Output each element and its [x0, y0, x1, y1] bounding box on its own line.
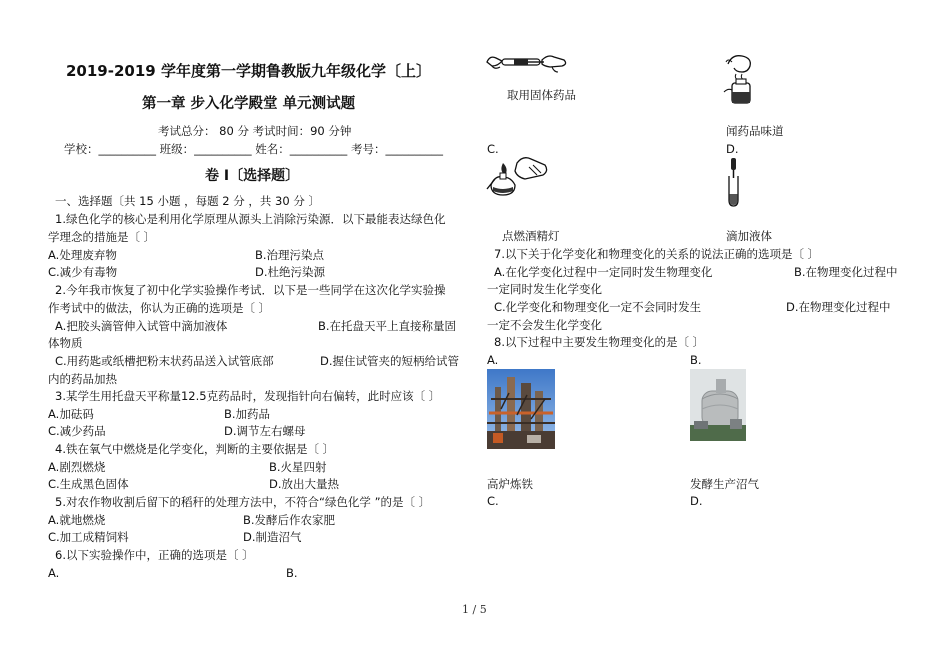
question-5-option-c[interactable]: C.加工成精饲料 — [48, 530, 129, 544]
section-instructions: 一、选择题〔共 15 小题 ，每题 2 分 ，共 30 分 〕 — [55, 194, 320, 208]
question-7-option-d-cont: 一定不会发生化学变化 — [487, 318, 602, 332]
question-6-caption-d: 滴加液体 — [726, 229, 772, 243]
question-6-option-a[interactable]: A. — [48, 566, 60, 580]
smelling-drug-illustration — [722, 50, 758, 108]
question-2-option-b[interactable]: B.在托盘天平上直接称量固 — [318, 319, 457, 333]
question-8-option-a[interactable]: A. — [487, 353, 499, 367]
question-1-option-d[interactable]: D.杜绝污染源 — [255, 265, 326, 279]
question-7-option-b[interactable]: B.在物理变化过程中 — [794, 265, 898, 279]
question-2-stem: 2.今年我市恢复了初中化学实验操作考试．以下是一些同学在这次化学实验操 — [55, 283, 446, 297]
biogas-digester-photo — [690, 369, 746, 441]
question-4-stem: 4.铁在氧气中燃烧是化学变化，判断的主要依据是〔 〕 — [55, 442, 335, 456]
question-3-option-a[interactable]: A.加砝码 — [48, 407, 94, 421]
dropping-liquid-illustration — [722, 156, 746, 208]
question-4-option-b[interactable]: B.火星四射 — [269, 460, 327, 474]
question-5-option-d[interactable]: D.制造沼气 — [243, 530, 302, 544]
question-6-stem: 6.以下实验操作中，正确的选项是〔 〕 — [55, 548, 254, 562]
question-6-option-b[interactable]: B. — [286, 566, 298, 580]
question-3-option-c[interactable]: C.减少药品 — [48, 424, 106, 438]
question-6-caption-a: 取用固体药品 — [507, 88, 576, 102]
question-7-option-d[interactable]: D.在物理变化过程中 — [786, 300, 891, 314]
blast-furnace-photo — [487, 369, 555, 449]
question-2-stem-cont: 作考试中的做法，你认为正确的选项是〔 〕 — [48, 301, 271, 315]
question-2-option-d-cont: 内的药品加热 — [48, 372, 117, 386]
student-info-fields: 学校：__________ 班级：__________ 姓名：__________ 考号：__________ — [64, 142, 443, 156]
question-7-stem: 7.以下关于化学变化和物理变化的关系的说法正确的选项是〔 〕 — [494, 247, 820, 261]
question-4-option-d[interactable]: D.放出大量热 — [269, 477, 340, 491]
question-3-option-d[interactable]: D.调节左右螺母 — [224, 424, 306, 438]
question-6-option-d[interactable]: D. — [726, 142, 739, 156]
question-1-stem-cont: 学理念的措施是〔 〕 — [48, 230, 156, 244]
lighting-alcohol-lamp-illustration — [485, 155, 551, 199]
question-8-option-b[interactable]: B. — [690, 353, 702, 367]
question-1-option-c[interactable]: C.减少有毒物 — [48, 265, 118, 279]
question-5-option-a[interactable]: A.就地燃烧 — [48, 513, 106, 527]
question-4-option-a[interactable]: A.剧烈燃烧 — [48, 460, 106, 474]
question-8-option-c[interactable]: C. — [487, 494, 499, 508]
section-title: 卷 I〔选择题〕 — [205, 168, 300, 184]
question-3-option-b[interactable]: B.加药品 — [224, 407, 271, 421]
question-7-option-c[interactable]: C.化学变化和物理变化一定不会同时发生 — [494, 300, 702, 314]
question-1-stem: 1.绿色化学的核心是利用化学原理从源头上消除污染源．以下最能表达绿色化 — [55, 212, 446, 226]
question-5-option-b[interactable]: B.发酵后作农家肥 — [243, 513, 336, 527]
page-number: 1 / 5 — [462, 603, 487, 616]
question-3-stem: 3.某学生用托盘天平称量12.5克药品时，发现指针向右偏转，此时应该〔 〕 — [55, 389, 441, 403]
question-4-option-c[interactable]: C.生成黑色固体 — [48, 477, 129, 491]
question-8-caption-b: 发酵生产沼气 — [690, 477, 759, 491]
question-2-option-a[interactable]: A.把胶头滴管伸入试管中滴加液体 — [55, 319, 228, 333]
question-5-stem: 5.对农作物收割后留下的稻秆的处理方法中，不符合“绿色化学 ”的是〔 〕 — [55, 495, 431, 509]
question-8-caption-a: 高炉炼铁 — [487, 477, 533, 491]
question-7-option-a[interactable]: A.在化学变化过程中一定同时发生物理变化 — [494, 265, 713, 279]
taking-solid-drug-illustration — [484, 50, 570, 78]
page-subtitle: 第一章 步入化学殿堂 单元测试题 — [142, 96, 356, 112]
page-title: 2019-2019 学年度第一学期鲁教版九年级化学〔上〕 — [66, 62, 431, 80]
question-8-stem: 8.以下过程中主要发生物理变化的是〔 〕 — [494, 335, 705, 349]
exam-info: 考试总分： 80 分 考试时间：90 分钟 — [158, 124, 352, 138]
question-6-option-c[interactable]: C. — [487, 142, 499, 156]
question-2-option-b-cont: 体物质 — [48, 336, 83, 350]
question-2-option-d[interactable]: D.握住试管夹的短柄给试管 — [320, 354, 460, 368]
question-7-option-b-cont: 一定同时发生化学变化 — [487, 282, 602, 296]
question-6-caption-c: 点燃酒精灯 — [502, 229, 560, 243]
question-2-option-c[interactable]: C.用药匙或纸槽把粉末状药品送入试管底部 — [55, 354, 274, 368]
question-1-option-b[interactable]: B.治理污染点 — [255, 248, 325, 262]
question-6-caption-b: 闻药品味道 — [726, 124, 784, 138]
question-8-option-d[interactable]: D. — [690, 494, 703, 508]
question-1-option-a[interactable]: A.处理废弃物 — [48, 248, 117, 262]
